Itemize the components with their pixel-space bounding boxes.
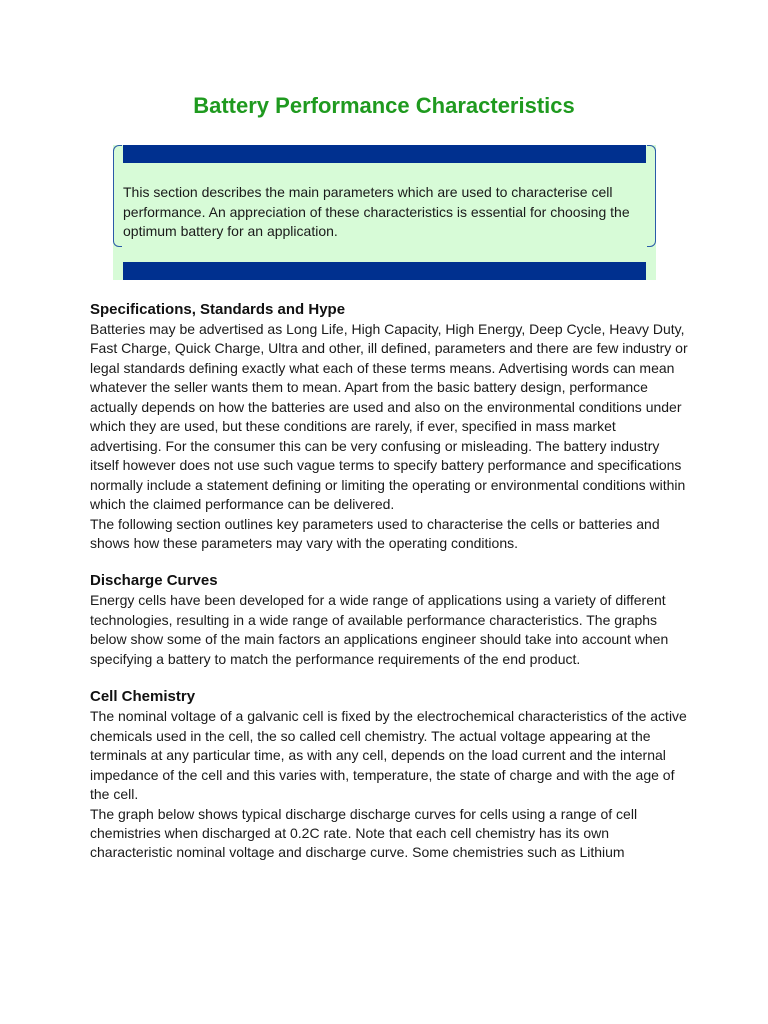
- section-discharge-curves: [90, 571, 690, 669]
- section-specifications-standards-hype: [90, 300, 690, 553]
- section-paragraph: The following section outlines key parameters used to characterise the cells or batteries and shows how these parameters may vary with the operating conditions.: [90, 515, 660, 551]
- section-heading: Specifications, Standards and Hype: [90, 301, 346, 318]
- summary-right-bracket: [647, 145, 656, 247]
- summary-top-bar: [123, 145, 646, 163]
- section-heading: Discharge Curves: [90, 572, 218, 590]
- section-paragraph: Batteries may be advertised as Long Life, High Capacity, High Energy, Deep Cycle, Heavy Duty, Fast Charge, Quick Charge, Ultra and other, ill defined, parameters and there are few industry or legal standards defining exactly what each of these terms means. Advertising words can mean whatever the seller wants them to mean. Apart from the basic battery design, performance actually depends on how the batteries are used and also on the environmental conditions under which they are used, but these conditions are rarely, if ever, specified in mass market advertising. For the consumer this can be very confusing or misleading. The battery industry itself however does not use such vague terms to specify battery performance and specifications normally include a statement defining or limiting the operating or environmental conditions within which the claimed performance can be delivered.: [90, 321, 688, 513]
- document-content: [90, 300, 690, 881]
- section-heading: Cell Chemistry: [90, 688, 196, 706]
- summary-text: This section describes the main parameters which are used to characterise cell performance. An appreciation of these characteristics is essential for choosing the optimum battery for an application.: [123, 184, 630, 239]
- summary-box: [113, 145, 656, 280]
- section-paragraph: Energy cells have been developed for a wide range of applications using a variety of different technologies, resulting in a wide range of available performance characteristics. The graphs below show some of the main factors an applications engineer should take into account when specifying a battery to match the performance requirements of the end product.: [90, 592, 669, 667]
- section-cell-chemistry: [90, 687, 690, 863]
- section-paragraph: The graph below shows typical discharge discharge curves for cells using a range of cell chemistries when discharged at 0.2C rate. Note that each cell chemistry has its own characteristic nominal voltage and discharge curve. Some chemistries such as Lithium: [90, 805, 638, 861]
- section-paragraph: The nominal voltage of a galvanic cell is fixed by the electrochemical characteristics of the active chemicals used in the cell, the so called cell chemistry. The actual voltage appearing at the terminals at any particular time, as with any cell, depends on the load current and the internal impedance of the cell and this varies with, temperature, the state of charge and with the age of the cell.: [90, 708, 687, 803]
- page-title: Battery Performance Characteristics: [193, 93, 575, 118]
- summary-bottom-bar: [123, 262, 646, 280]
- summary-left-bracket: [113, 145, 122, 247]
